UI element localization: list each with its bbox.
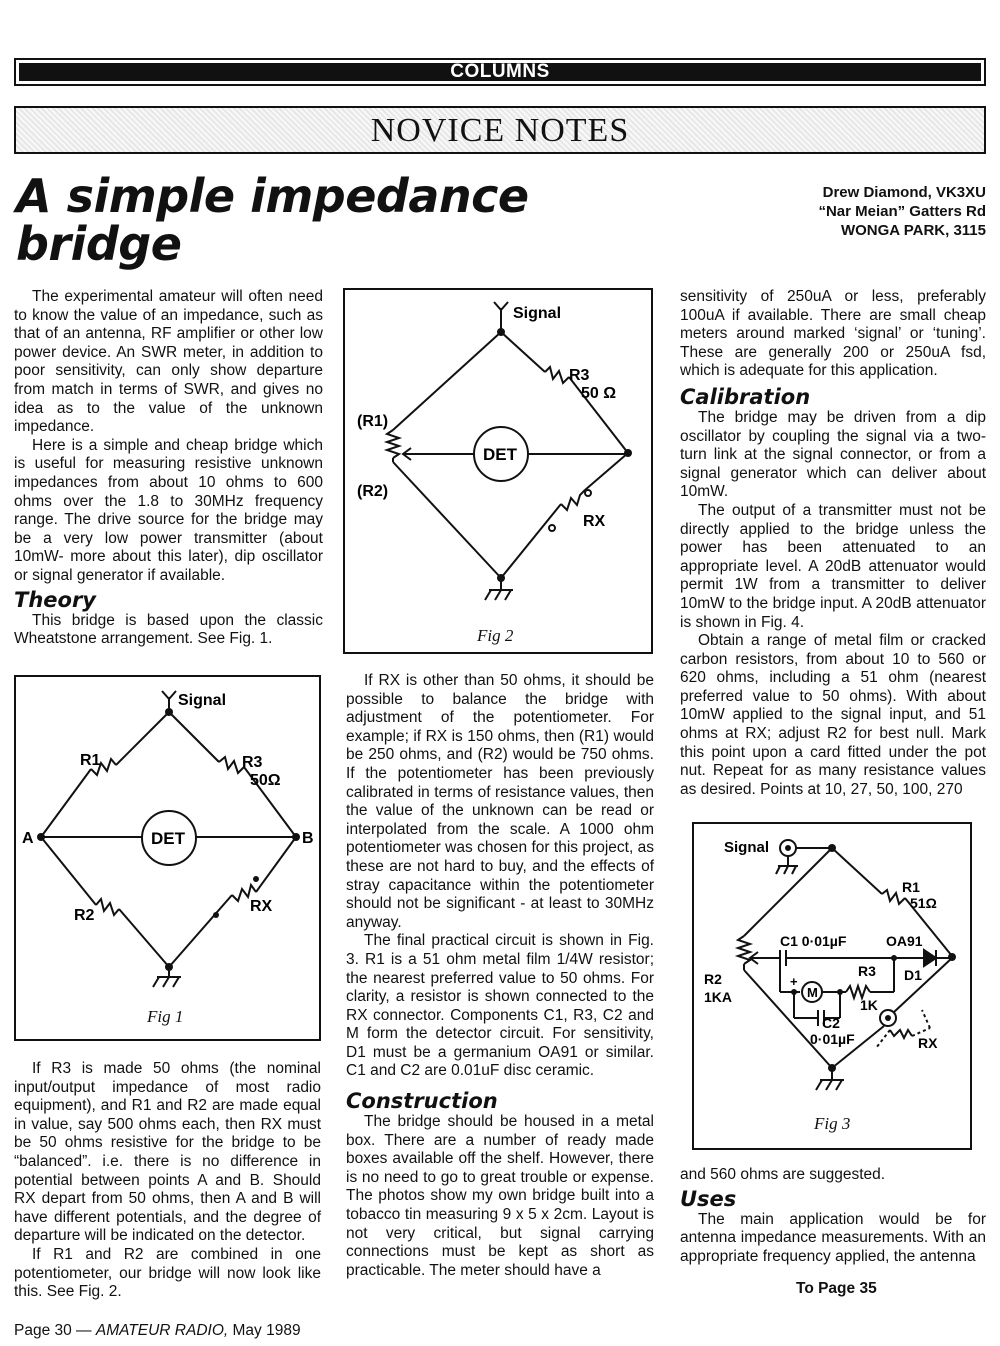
col2-paragraph-1: If RX is other than 50 ohms, it should be possible to balance the bridge with adjustment of the potentiometer. For example; if RX is 150 ohms, then (R1) would be 250 ohms, and (R2) would be 750 ohms. If the potentiometer has been previously calibrated in terms of resistance values, then the value of the unknown can be read or interpolated from the scale. A 1000 ohm potentiometer was chosen for this project, as these are not hard to buy, and the effects of stray capacitance within the potentiometer should not be significant - at least to 30MHz anyway. — [346, 672, 654, 931]
fig1-node-a: A — [22, 830, 34, 847]
col3-paragraph-2: The bridge may be driven from a dip oscillator by coupling the signal via a two-turn link at the signal connector, or from a signal generator which can deliver about 10mW. — [680, 408, 986, 501]
fig2-signal-label: Signal — [513, 305, 562, 322]
fig3-c1-label: C1 0·01µF — [780, 933, 847, 949]
fig1-r3-label: R3 — [242, 754, 263, 771]
fig3-meter-label: M — [807, 985, 818, 1000]
fig3-r3-value: 1K — [860, 997, 878, 1013]
col2-paragraph-3: The bridge should be housed in a metal box. There are a number of ready made boxes available off the shelf. However, there is no need to go to great trouble or expense. The photos show my own bridge built into a tobacco tin measuring 9 x 5 x 2cm. Layout is not very critical, but signal carrying connections must be kept as short as practicable. The meter should have a — [346, 1113, 654, 1279]
col1-paragraph-2: Here is a simple and cheap bridge which is useful for measuring resistive unknown impedances from about 10 ohms to 600 ohms over the 1.8 to 30MHz frequency range. The drive source for the bridge may be a very low power transmitter (about 10mW- more about this later), dip oscillator or signal generator if available. — [14, 436, 323, 584]
fig3-r1-value: 51Ω — [910, 895, 937, 911]
author-address-2: WONGA PARK, 3115 — [840, 222, 986, 239]
fig1-det-label: DET — [151, 829, 185, 848]
col3-paragraph-3: The output of a transmitter must not be directly applied to the bridge unless the power has been attenuated to an appropriate level. A 20dB attenuator would permit 1W from a transmitter to deliver 10mW to the bridge input. A 20dB attenuator is shown in Fig. 4. — [680, 501, 986, 631]
col3-paragraph-1: sensitivity of 250uA or less, preferably 100uA if available. There are small cheap meters around marked ‘signal’ or ‘tuning’. These are generally 200 or 250uA fsd, which is adequate for this application. — [680, 288, 986, 380]
section-banner — [14, 106, 986, 154]
footer-page-number: Page 30 — — [14, 1322, 96, 1339]
title-line-2: bridge — [16, 217, 182, 271]
heading-theory: Theory — [14, 587, 96, 612]
col2-paragraph-2: The final practical circuit is shown in Fig. 3. R1 is a 51 ohm metal film 1/4W resistor; the nearest preferred value to 50 ohms. For clarity, a resistor is shown connected to the RX connector. Components C1, R3, C2 and M form the detector circuit. For sensitivity, D1 must be a germanium OA91 or similar. C1 and C2 are 0.01uF disc ceramic. — [346, 932, 654, 1080]
footer-date: May 1989 — [228, 1322, 301, 1339]
fig3-rx-label: RX — [918, 1035, 938, 1051]
fig3-r1-label: R1 — [902, 879, 920, 895]
fig3-caption: Fig 3 — [814, 1114, 851, 1133]
fig3-meter-plus: + — [790, 974, 798, 989]
heading-calibration: Calibration — [680, 384, 811, 409]
heading-construction: Construction — [346, 1089, 498, 1114]
fig3-r2-value: 1KA — [704, 989, 733, 1005]
col3-paragraph-5: and 560 ohms are suggested. — [680, 1166, 886, 1183]
fig3-c2-value: 0·01µF — [810, 1031, 855, 1047]
section-title: NOVICE NOTES — [370, 112, 630, 149]
col3-paragraph-4: Obtain a range of metal film or cracked carbon resistors, from about 10 to 560 or 620 ohms, including a 51 ohm (nearest preferred value to 50 ohms). With about 10mW applied to the signal input, and 51 ohms at RX; adjust R2 for best null. Mark this point upon a card fitted under the pot nut. Repeat for as many resistance values as desired. Points at 10, 27, 50, 100, 270 — [680, 632, 986, 798]
fig1-r1-label: R1 — [80, 752, 101, 769]
columns-label: COLUMNS — [19, 63, 981, 81]
footer-magazine: AMATEUR RADIO, — [95, 1322, 229, 1339]
fig1-schematic — [16, 677, 323, 1043]
figure-2 — [343, 288, 653, 654]
fig1-signal-label: Signal — [178, 692, 227, 709]
fig3-r3-label: R3 — [858, 963, 876, 979]
fig3-d1-label: D1 — [904, 967, 922, 983]
author-block — [686, 183, 986, 240]
fig2-caption: Fig 2 — [477, 626, 514, 645]
column-3-bottom — [680, 1166, 986, 1266]
fig1-rx-label: RX — [250, 898, 273, 915]
fig2-r3-value: 50 Ω — [581, 385, 617, 402]
figure-3 — [692, 822, 972, 1150]
author-address-1: “Nar Meian” Gatters Rd — [818, 203, 986, 220]
article-title — [16, 169, 536, 271]
fig2-r1-label: (R1) — [357, 413, 389, 430]
fig1-caption: Fig 1 — [147, 1007, 184, 1026]
col1-paragraph-4: If R3 is made 50 ohms (the nominal input/output impedance of most radio equipment), and R1 and R2 are made equal in value, say 500 ohms each, then RX must be 50 ohms resistive for the bridge to be “balanced”. i.e. there is no difference in potential between points A and B. Should RX depart from 50 ohms, then A and B will have different potentials, and the degree of departure will be indicated on the detector. — [14, 1060, 321, 1245]
fig2-r2-label: (R2) — [357, 483, 389, 500]
fig3-schematic — [694, 824, 974, 1152]
author-name: Drew Diamond, VK3XU — [822, 184, 986, 201]
fig1-node-b: B — [302, 830, 314, 847]
fig2-rx-label: RX — [583, 513, 606, 530]
heading-uses: Uses — [680, 1186, 737, 1211]
fig1-r3-value: 50Ω — [250, 772, 281, 789]
col1-paragraph-3: This bridge is based upon the classic Wheatstone arrangement. See Fig. 1. — [14, 611, 323, 648]
col1-paragraph-1: The experimental amateur will often need to know the value of an impedance, such as that of an antenna, RF amplifier or other low power device. An SWR meter, in addition to poor sensitivity, can only show departure from match in terms of SWR, and gives no idea as to the value of the unknown impedance. — [14, 288, 323, 436]
fig3-c2-label: C2 — [822, 1015, 840, 1031]
col3-paragraph-6: The main application would be for antenna impedance measurements. With an appropriate frequency applied, the antenna — [680, 1210, 986, 1265]
column-3-top — [680, 288, 986, 799]
figure-1 — [14, 675, 321, 1041]
column-1-bottom — [14, 1060, 321, 1302]
fig3-signal-label: Signal — [724, 839, 770, 856]
fig2-det-label: DET — [483, 445, 517, 464]
col1-paragraph-5: If R1 and R2 are combined in one potentiometer, our bridge will now look like this. See Fig. 2. — [14, 1245, 321, 1301]
fig2-schematic — [345, 290, 655, 656]
page-footer — [14, 1322, 301, 1340]
title-line-1: A simple impedance — [16, 169, 529, 223]
column-1-top — [14, 288, 323, 649]
columns-banner — [14, 58, 986, 86]
continued-to-page: To Page 35 — [796, 1280, 877, 1297]
fig3-r2-label: R2 — [704, 971, 722, 987]
fig2-r3-label: R3 — [569, 367, 590, 384]
column-2 — [346, 672, 654, 1280]
fig1-r2-label: R2 — [74, 907, 95, 924]
fig3-oa91-label: OA91 — [886, 933, 923, 949]
